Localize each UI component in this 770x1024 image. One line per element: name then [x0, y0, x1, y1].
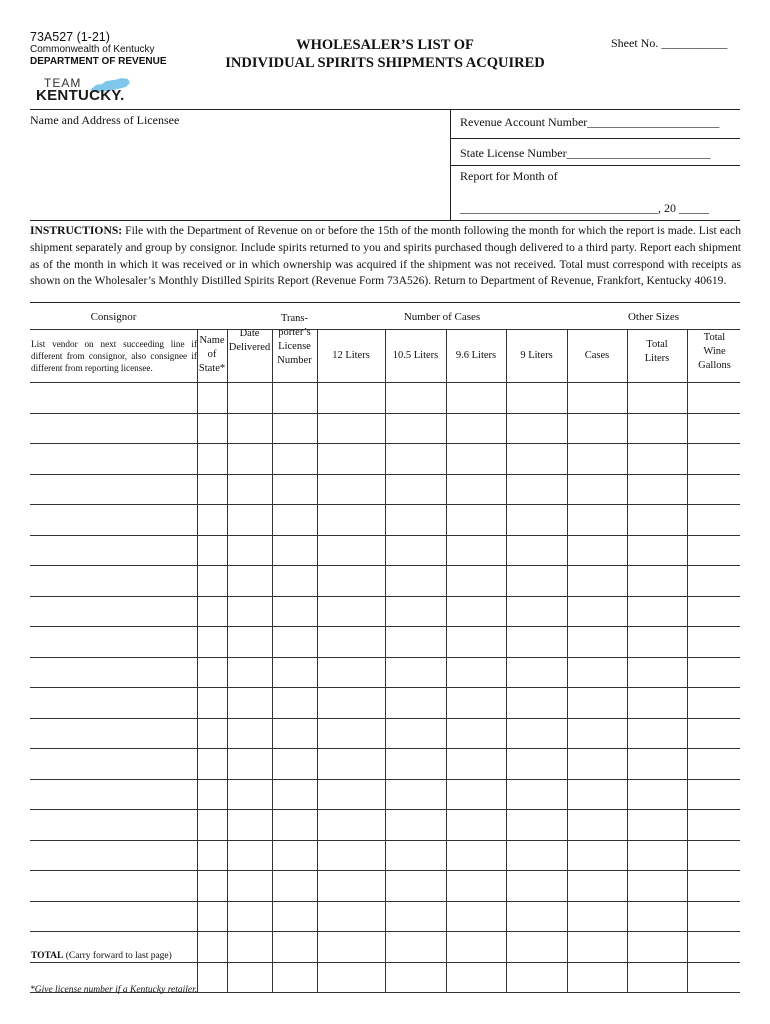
entry-cell[interactable] [385, 962, 446, 993]
name-address-field[interactable] [30, 128, 448, 220]
entry-cell[interactable] [627, 932, 687, 963]
entry-cell[interactable] [227, 505, 272, 536]
entry-cell[interactable] [197, 413, 227, 444]
entry-cell[interactable] [272, 505, 317, 536]
entry-cell[interactable] [197, 688, 227, 719]
report-month-label: Report for Month of [460, 169, 558, 183]
entry-cell[interactable] [30, 718, 197, 749]
agency-name: Commonwealth of Kentucky [30, 44, 155, 55]
entry-cell[interactable] [446, 718, 506, 749]
entry-cell[interactable] [30, 779, 197, 810]
entry-cell[interactable] [227, 871, 272, 902]
entry-cell[interactable] [272, 383, 317, 414]
entry-cell[interactable] [446, 535, 506, 566]
entry-cell[interactable] [567, 566, 627, 597]
report-month-field[interactable]: _________________________________, 20 _____ [460, 201, 709, 215]
entry-cell[interactable] [197, 962, 227, 993]
entry-cell[interactable] [567, 810, 627, 841]
entry-cell[interactable] [272, 962, 317, 993]
entry-cell[interactable] [627, 871, 687, 902]
entry-cell[interactable] [30, 627, 197, 658]
entry-cell[interactable] [317, 505, 385, 536]
entry-cell[interactable] [30, 535, 197, 566]
entry-row [30, 871, 740, 902]
entry-cell[interactable] [197, 627, 227, 658]
entry-cell[interactable] [567, 962, 627, 993]
entry-cell[interactable] [506, 596, 567, 627]
team-kentucky-logo [36, 76, 136, 104]
entry-cell[interactable] [446, 688, 506, 719]
entry-cell[interactable] [627, 596, 687, 627]
entry-cell[interactable] [197, 566, 227, 597]
transporter-license-header: Trans- porter’s License Number [277, 313, 312, 366]
entry-cell[interactable] [627, 413, 687, 444]
entry-cell[interactable] [317, 413, 385, 444]
entry-cell[interactable] [627, 535, 687, 566]
entry-cell[interactable] [567, 932, 627, 963]
entry-cell[interactable] [687, 657, 740, 688]
entry-cell[interactable] [567, 718, 627, 749]
state-license-field[interactable]: State License Number________________________ [460, 146, 711, 160]
entry-cell[interactable] [30, 749, 197, 780]
entry-cell[interactable] [687, 383, 740, 414]
entry-cell[interactable] [627, 688, 687, 719]
entry-cell[interactable] [506, 718, 567, 749]
entry-cell[interactable] [272, 779, 317, 810]
entry-cell[interactable] [385, 505, 446, 536]
entry-cell[interactable] [687, 413, 740, 444]
entry-cell[interactable] [627, 840, 687, 871]
entry-cell[interactable] [567, 383, 627, 414]
entry-cell[interactable] [385, 749, 446, 780]
entry-row [30, 657, 740, 688]
entry-cell[interactable] [567, 596, 627, 627]
entry-cell[interactable] [385, 932, 446, 963]
revenue-account-field[interactable]: Revenue Account Number______________________ [460, 115, 720, 129]
entry-cell[interactable] [567, 688, 627, 719]
entry-cell[interactable] [506, 505, 567, 536]
entry-cell[interactable] [446, 840, 506, 871]
header-row [30, 330, 740, 383]
entry-row [30, 901, 740, 932]
entry-cell[interactable] [506, 566, 567, 597]
entry-cell[interactable] [272, 688, 317, 719]
entry-cell[interactable] [197, 871, 227, 902]
entry-cell[interactable] [272, 413, 317, 444]
entry-cell[interactable] [317, 474, 385, 505]
form-title-line2: INDIVIDUAL SPIRITS SHIPMENTS ACQUIRED [225, 55, 545, 71]
entry-cell[interactable] [567, 901, 627, 932]
entry-cell[interactable] [627, 505, 687, 536]
entry-cell[interactable] [197, 901, 227, 932]
entry-cell[interactable] [567, 840, 627, 871]
entry-cell[interactable] [446, 779, 506, 810]
entry-cell[interactable] [385, 383, 446, 414]
entry-cell[interactable] [317, 535, 385, 566]
entry-cell[interactable] [627, 383, 687, 414]
entry-cell[interactable] [687, 627, 740, 658]
entry-cell[interactable] [385, 627, 446, 658]
entry-cell[interactable] [197, 383, 227, 414]
entry-cell[interactable] [446, 627, 506, 658]
entry-cell[interactable] [627, 810, 687, 841]
entry-cell[interactable] [317, 779, 385, 810]
entry-cell[interactable] [227, 810, 272, 841]
entry-cell[interactable] [506, 474, 567, 505]
entry-cell[interactable] [272, 749, 317, 780]
entry-cell[interactable] [627, 657, 687, 688]
entry-cell[interactable] [197, 596, 227, 627]
entry-cell[interactable] [446, 901, 506, 932]
entry-cell[interactable] [317, 383, 385, 414]
entry-row [30, 505, 740, 536]
entry-row [30, 596, 740, 627]
entry-cell[interactable] [385, 444, 446, 475]
entry-cell[interactable] [385, 657, 446, 688]
logo-team-text: TEAM [44, 76, 82, 90]
entry-cell[interactable] [317, 871, 385, 902]
consignor-header: Consignor [90, 311, 137, 323]
entry-cell[interactable] [227, 627, 272, 658]
entry-cell[interactable] [272, 840, 317, 871]
entry-cell[interactable] [317, 810, 385, 841]
instructions-body: File with the Department of Revenue on or before the 15th of the month following the month for which the report is made. List each shipment separately and group by consignor. Include spirits returned to you and spirits purchased though delivered to a third party. Report each shipment as of the month in which it was received or in which ownership was acquired if the shipment was not received. Total must correspond with receipts as shown on the Wholesaler’s Monthly Distilled Spirits Report (Revenue Form 73A526). Return to Department of Revenue, Frankfort, Kentucky 40619. [30, 224, 741, 288]
entry-cell[interactable] [227, 474, 272, 505]
entry-cell[interactable] [446, 932, 506, 963]
entry-row [30, 535, 740, 566]
entry-cell[interactable] [446, 413, 506, 444]
entry-cell[interactable] [317, 566, 385, 597]
entry-row [30, 413, 740, 444]
entry-cell[interactable] [385, 901, 446, 932]
total-row-label [31, 951, 172, 961]
entry-cell[interactable] [30, 444, 197, 475]
entry-cell[interactable] [317, 657, 385, 688]
footnote: *Give license number if a Kentucky retailer. [30, 985, 198, 995]
entry-cell[interactable] [687, 901, 740, 932]
entry-cell[interactable] [567, 779, 627, 810]
entry-cell[interactable] [30, 566, 197, 597]
cases-header: Cases [584, 350, 610, 361]
entry-cell[interactable] [627, 444, 687, 475]
total-label: TOTAL [31, 951, 64, 961]
entry-cell[interactable] [506, 779, 567, 810]
12-liters-header: 12 Liters [332, 350, 370, 361]
entry-cell[interactable] [272, 718, 317, 749]
entry-cell[interactable] [506, 657, 567, 688]
divider-top [30, 109, 740, 110]
entry-cell[interactable] [227, 383, 272, 414]
entry-cell[interactable] [197, 474, 227, 505]
entry-cell[interactable] [385, 871, 446, 902]
entry-cell[interactable] [227, 596, 272, 627]
entry-cell[interactable] [30, 505, 197, 536]
entry-cell[interactable] [317, 749, 385, 780]
sheet-number-field[interactable]: Sheet No. ___________ [611, 36, 728, 50]
entry-cell[interactable] [227, 566, 272, 597]
entry-cell[interactable] [197, 718, 227, 749]
entry-cell[interactable] [385, 535, 446, 566]
entry-cell[interactable] [446, 596, 506, 627]
entry-cell[interactable] [506, 810, 567, 841]
entry-cell[interactable] [687, 474, 740, 505]
form-number: 73A527 (1-21) [30, 30, 110, 44]
entry-cell[interactable] [446, 810, 506, 841]
entry-cell[interactable] [567, 444, 627, 475]
entry-cell[interactable] [506, 535, 567, 566]
entry-row [30, 718, 740, 749]
entry-cell[interactable] [385, 688, 446, 719]
entry-cell[interactable] [687, 535, 740, 566]
entry-cell[interactable] [506, 383, 567, 414]
entry-cell[interactable] [317, 901, 385, 932]
entry-cell[interactable] [627, 962, 687, 993]
entry-cell[interactable] [227, 779, 272, 810]
entry-cell[interactable] [446, 505, 506, 536]
entry-cell[interactable] [506, 871, 567, 902]
entry-row [30, 749, 740, 780]
entry-cell[interactable] [317, 688, 385, 719]
entry-cell[interactable] [687, 749, 740, 780]
entry-cell[interactable] [627, 474, 687, 505]
total-wine-gallons-header: Total Wine Gallons [698, 332, 731, 371]
entry-cell[interactable] [627, 566, 687, 597]
entry-row [30, 444, 740, 475]
entry-cell[interactable] [227, 444, 272, 475]
entry-cell[interactable] [687, 962, 740, 993]
entry-cell[interactable] [687, 840, 740, 871]
entry-cell[interactable] [272, 657, 317, 688]
other-sizes-header: Other Sizes [627, 311, 679, 323]
entry-cell[interactable] [567, 413, 627, 444]
form-title-line1: WHOLESALER’S LIST OF [296, 37, 474, 53]
entry-cell[interactable] [687, 871, 740, 902]
entry-cell[interactable] [272, 474, 317, 505]
entry-cell[interactable] [567, 474, 627, 505]
department-name: DEPARTMENT OF REVENUE [30, 56, 167, 67]
entry-cell[interactable] [567, 505, 627, 536]
entry-cell[interactable] [30, 596, 197, 627]
entry-cell[interactable] [30, 688, 197, 719]
entry-cell[interactable] [687, 688, 740, 719]
entry-cell[interactable] [567, 627, 627, 658]
entry-cell[interactable] [272, 627, 317, 658]
entry-cell[interactable] [227, 535, 272, 566]
entry-cell[interactable] [506, 962, 567, 993]
entry-cell[interactable] [627, 718, 687, 749]
entry-cell[interactable] [30, 413, 197, 444]
entry-cell[interactable] [627, 627, 687, 658]
entry-cell[interactable] [317, 627, 385, 658]
entry-cell[interactable] [317, 840, 385, 871]
total-liters-header: Total Liters [644, 339, 670, 364]
entry-cell[interactable] [272, 871, 317, 902]
entry-cell[interactable] [385, 474, 446, 505]
entry-cell[interactable] [272, 566, 317, 597]
entry-cell[interactable] [385, 413, 446, 444]
entry-cell[interactable] [627, 779, 687, 810]
entry-cell[interactable] [385, 779, 446, 810]
entry-cell[interactable] [506, 413, 567, 444]
entry-cell[interactable] [317, 932, 385, 963]
entry-cell[interactable] [385, 840, 446, 871]
entry-row [30, 840, 740, 871]
consignor-note: List vendor on next succeeding line if different from consignor, also consignee if different from reporting licensee. [31, 339, 197, 373]
shipments-table-body [30, 330, 740, 993]
entry-cell[interactable] [317, 596, 385, 627]
entry-cell[interactable] [197, 932, 227, 963]
entry-cell[interactable] [627, 749, 687, 780]
entry-cell[interactable] [506, 840, 567, 871]
entry-cell[interactable] [506, 901, 567, 932]
entry-cell[interactable] [687, 779, 740, 810]
entry-cell[interactable] [317, 444, 385, 475]
entry-cell[interactable] [272, 535, 317, 566]
entry-cell[interactable] [197, 535, 227, 566]
entry-cell[interactable] [446, 749, 506, 780]
divider-revenue [450, 138, 740, 139]
entry-cell[interactable] [446, 566, 506, 597]
entry-cell[interactable] [506, 688, 567, 719]
entry-row [30, 688, 740, 719]
entry-row [30, 566, 740, 597]
entry-cell[interactable] [506, 444, 567, 475]
entry-cell[interactable] [446, 383, 506, 414]
entry-cell[interactable] [446, 444, 506, 475]
number-of-cases-header: Number of Cases [403, 311, 481, 323]
entry-row [30, 383, 740, 414]
entry-cell[interactable] [446, 962, 506, 993]
entry-cell[interactable] [30, 383, 197, 414]
entry-cell[interactable] [227, 749, 272, 780]
entry-cell[interactable] [506, 932, 567, 963]
entry-cell[interactable] [385, 596, 446, 627]
entry-cell[interactable] [227, 962, 272, 993]
entry-cell[interactable] [197, 505, 227, 536]
entry-cell[interactable] [30, 474, 197, 505]
entry-cell[interactable] [272, 932, 317, 963]
entry-cell[interactable] [567, 535, 627, 566]
entry-cell[interactable] [506, 627, 567, 658]
entry-cell[interactable] [687, 444, 740, 475]
shipments-table [30, 329, 740, 993]
instructions-text [30, 223, 741, 290]
entry-cell[interactable] [197, 810, 227, 841]
9-6-liters-header: 9.6 Liters [455, 350, 497, 361]
entry-cell[interactable] [385, 566, 446, 597]
table-top-border [30, 302, 740, 303]
entry-cell[interactable] [687, 718, 740, 749]
entry-cell[interactable] [30, 840, 197, 871]
entry-cell[interactable] [30, 657, 197, 688]
entry-cell[interactable] [30, 901, 197, 932]
entry-cell[interactable] [687, 566, 740, 597]
name-address-label: Name and Address of Licensee [30, 113, 180, 127]
entry-cell[interactable] [272, 810, 317, 841]
instructions-label: INSTRUCTIONS: [30, 224, 123, 237]
entry-row [30, 627, 740, 658]
entry-cell[interactable] [227, 901, 272, 932]
entry-cell[interactable] [197, 779, 227, 810]
divider-license [450, 165, 740, 166]
entry-cell[interactable] [197, 444, 227, 475]
entry-cell[interactable] [197, 657, 227, 688]
entry-cell[interactable] [627, 901, 687, 932]
entry-cell[interactable] [385, 810, 446, 841]
entry-cell[interactable] [227, 413, 272, 444]
entry-cell[interactable] [227, 718, 272, 749]
total-note: (Carry forward to last page) [65, 951, 172, 961]
entry-cell[interactable] [446, 871, 506, 902]
entry-cell[interactable] [687, 810, 740, 841]
entry-cell[interactable] [197, 840, 227, 871]
name-of-state-header: Name of State* [198, 335, 226, 374]
date-delivered-header: Date Delivered [228, 328, 271, 353]
entry-cell[interactable] [272, 444, 317, 475]
entry-cell[interactable] [687, 596, 740, 627]
entry-cell[interactable] [506, 749, 567, 780]
9-liters-header: 9 Liters [520, 350, 553, 361]
entry-cell[interactable] [567, 871, 627, 902]
entry-cell[interactable] [446, 474, 506, 505]
entry-row [30, 474, 740, 505]
entry-cell[interactable] [272, 901, 317, 932]
logo-kentucky-text: KENTUCKY. [36, 87, 125, 104]
entry-cell[interactable] [227, 657, 272, 688]
entry-cell[interactable] [446, 657, 506, 688]
entry-row [30, 779, 740, 810]
entry-row [30, 810, 740, 841]
entry-cell[interactable] [567, 749, 627, 780]
divider-instructions [30, 220, 740, 221]
entry-cell[interactable] [227, 840, 272, 871]
entry-cell[interactable] [30, 871, 197, 902]
entry-cell[interactable] [385, 718, 446, 749]
10-5-liters-header: 10.5 Liters [392, 350, 439, 361]
entry-cell[interactable] [227, 688, 272, 719]
entry-cell[interactable] [272, 596, 317, 627]
entry-cell[interactable] [687, 932, 740, 963]
entry-cell[interactable] [30, 810, 197, 841]
entry-cell[interactable] [567, 657, 627, 688]
entry-cell[interactable] [687, 505, 740, 536]
entry-cell[interactable] [317, 962, 385, 993]
entry-cell[interactable] [227, 932, 272, 963]
entry-cell[interactable] [197, 749, 227, 780]
entry-cell[interactable] [317, 718, 385, 749]
